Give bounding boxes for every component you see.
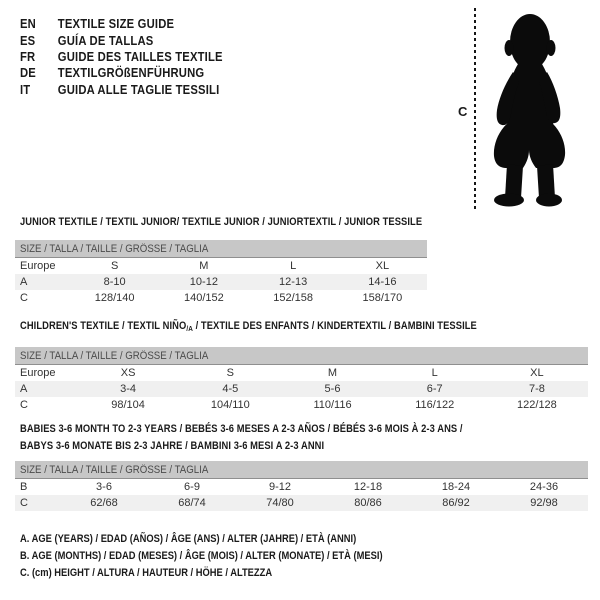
children-title-pre: CHILDREN'S TEXTILE / TEXTIL NIÑO: [20, 320, 187, 332]
height-cell: 140/152: [183, 292, 224, 304]
language-code: DE: [20, 66, 36, 81]
size-cell: S: [110, 260, 119, 272]
age-cell: 9-12: [268, 481, 292, 493]
height-cell: 62/68: [90, 497, 118, 509]
children-size-table: [15, 347, 588, 413]
language-code: FR: [20, 49, 36, 64]
age-cell: 14-16: [368, 276, 397, 288]
size-cell: XS: [120, 367, 136, 379]
language-code: EN: [20, 17, 36, 32]
height-cell: 128/140: [94, 292, 135, 304]
note-c: C. (cm) HEIGHT / ALTURA / HAUTEUR / HÖHE / ALTEZZA: [20, 567, 273, 579]
table-row: [15, 479, 588, 495]
age-cell: 3-6: [96, 481, 112, 493]
age-cell: 12-13: [279, 276, 308, 288]
junior-table-title: JUNIOR TEXTILE / TEXTIL JUNIOR/ TEXTILE JUNIOR / JUNIORTEXTIL / JUNIOR TESSILE: [20, 216, 423, 228]
age-cell: 10-12: [189, 276, 218, 288]
language-row-es: [20, 32, 223, 48]
height-cell: 98/104: [111, 399, 145, 411]
language-label: GUIDA ALLE TAGLIE TESSILI: [57, 82, 220, 97]
age-cell: 7-8: [528, 383, 545, 395]
size-header-bar: [15, 461, 588, 479]
row-label: C: [20, 292, 28, 304]
language-code: IT: [20, 82, 31, 97]
language-row-fr: [20, 49, 223, 65]
height-measure-dashed-line: [474, 8, 476, 210]
height-cell: 110/116: [313, 399, 352, 411]
row-label: A: [20, 276, 28, 288]
age-cell: 18-24: [441, 481, 471, 493]
size-header-label: SIZE / TALLA / TAILLE / GRÖSSE / TAGLIA: [20, 242, 209, 255]
size-cell: XL: [375, 260, 390, 272]
table-row: [15, 290, 427, 306]
note-a: A. AGE (YEARS) / EDAD (AÑOS) / ÂGE (ANS) / ALTER (JAHRE) / ETÀ (ANNI): [20, 533, 357, 545]
language-code: ES: [20, 33, 36, 48]
row-label: C: [20, 497, 28, 509]
height-cell: 74/80: [266, 497, 294, 509]
age-cell: 3-4: [120, 383, 137, 395]
height-cell: 158/170: [362, 292, 403, 304]
size-cell: L: [431, 367, 438, 379]
row-label: A: [20, 383, 28, 395]
language-row-de: [20, 65, 223, 81]
row-label: Europe: [20, 367, 56, 379]
language-row-en: [20, 16, 223, 32]
babies-title-line2: BABYS 3-6 MONATE BIS 2-3 JAHRE / BAMBINI 3-6 MESI A 2-3 ANNI: [20, 439, 325, 452]
junior-size-table: [15, 240, 427, 306]
size-cell: L: [290, 260, 297, 272]
language-label: TEXTILGRÖßENFÜHRUNG: [57, 66, 205, 81]
size-header-bar: [15, 347, 588, 365]
age-cell: 4-5: [222, 383, 239, 395]
children-title-subscript: /A: [186, 324, 193, 333]
language-label: GUÍA DE TALLAS: [57, 33, 154, 48]
children-title-post: / TEXTILE DES ENFANTS / KINDERTEXTIL / BAMBINI TESSILE: [192, 320, 477, 332]
babies-table-title: [20, 421, 463, 454]
language-label: TEXTILE SIZE GUIDE: [57, 17, 175, 32]
size-header-label: SIZE / TALLA / TAILLE / GRÖSSE / TAGLIA: [20, 463, 209, 476]
height-cell: 86/92: [442, 497, 470, 509]
height-cell: 152/158: [273, 292, 313, 304]
babies-title-line1: BABIES 3-6 MONTH TO 2-3 YEARS / BEBÉS 3-6 MESES A 2-3 AÑOS / BÉBÉS 3-6 MOIS À 2-3 ANS /: [20, 423, 463, 435]
table-row: [15, 381, 588, 397]
table-row: [15, 365, 588, 381]
age-cell: 6-9: [184, 481, 200, 493]
legend-notes: [20, 531, 447, 582]
language-title-list: [20, 16, 223, 98]
measure-c-label: C: [458, 104, 468, 119]
table-row: [15, 274, 427, 290]
row-label: Europe: [20, 260, 56, 272]
height-cell: 116/122: [415, 399, 455, 411]
height-cell: 80/86: [354, 497, 382, 509]
toddler-silhouette: [483, 6, 575, 210]
height-cell: 104/110: [210, 399, 250, 411]
size-header-label: SIZE / TALLA / TAILLE / GRÖSSE / TAGLIA: [20, 349, 209, 362]
age-cell: 24-36: [529, 481, 559, 493]
age-cell: 5-6: [324, 383, 341, 395]
height-cell: 68/74: [178, 497, 206, 509]
age-cell: 8-10: [103, 276, 126, 288]
age-cell: 6-7: [426, 383, 443, 395]
height-cell: 92/98: [530, 497, 558, 509]
note-b: B. AGE (MONTHS) / EDAD (MESES) / ÂGE (MOIS) / ALTER (MONATE) / ETÀ (MESI): [20, 550, 383, 562]
table-row: [15, 258, 427, 274]
babies-size-table: [15, 461, 588, 511]
height-cell: 122/128: [517, 399, 557, 411]
language-row-it: [20, 82, 223, 98]
row-label: B: [20, 481, 28, 493]
size-cell: XL: [530, 367, 544, 379]
table-row: [15, 397, 588, 413]
size-header-bar: [15, 240, 427, 258]
language-label: GUIDE DES TAILLES TEXTILE: [57, 49, 223, 64]
age-cell: 12-18: [353, 481, 383, 493]
table-row: [15, 495, 588, 511]
size-cell: M: [199, 260, 209, 272]
size-cell: S: [226, 367, 234, 379]
size-cell: M: [327, 367, 338, 379]
children-table-title: [20, 320, 477, 333]
row-label: C: [20, 399, 28, 411]
